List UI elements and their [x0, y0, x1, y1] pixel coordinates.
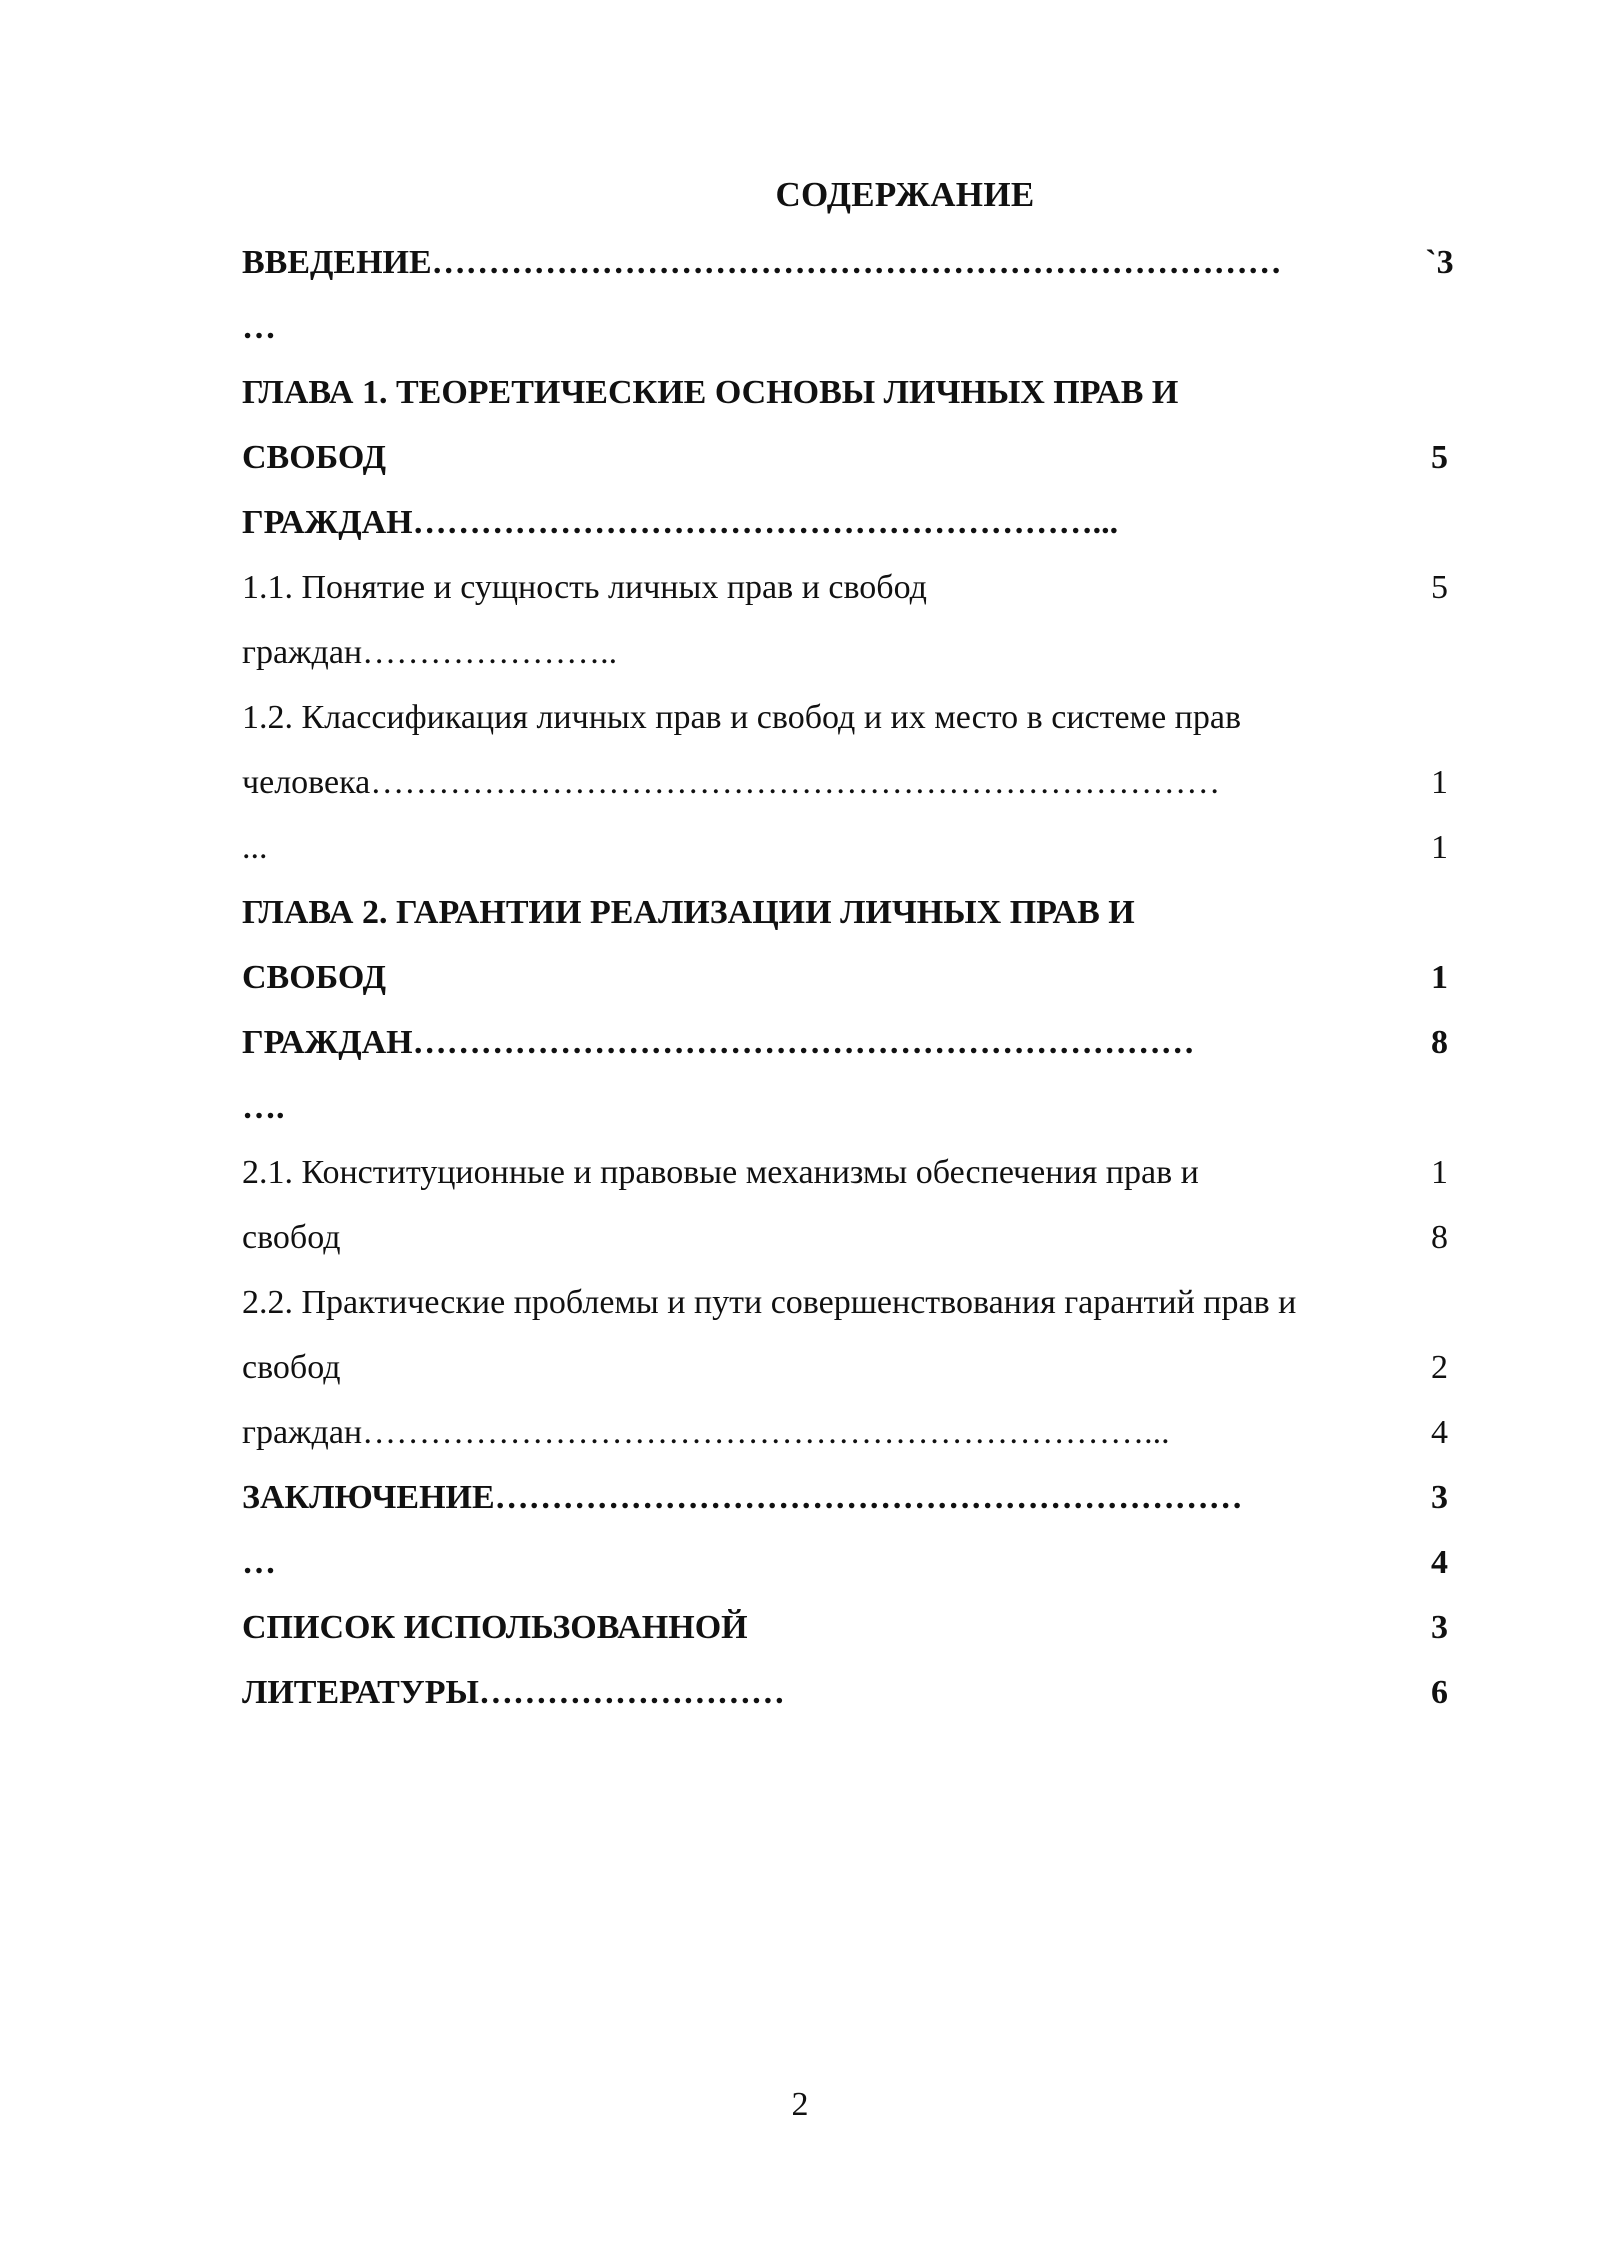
- toc-entry-section-2-1: [242, 1140, 1472, 1270]
- table-of-contents: [242, 230, 1472, 1725]
- toc-entry-text: ГЛАВА 2. ГАРАНТИИ РЕАЛИЗАЦИИ ЛИЧНЫХ ПРАВ И СВОБОД ГРАЖДАН…………………………………………………………… ….: [242, 894, 1195, 1126]
- toc-entry-page: 3 4: [1431, 1479, 1448, 1581]
- toc-entry-text: ГЛАВА 1. ТЕОРЕТИЧЕСКИЕ ОСНОВЫ ЛИЧНЫХ ПРАВ И СВОБОД ГРАЖДАН……………………………………………………...: [242, 374, 1179, 541]
- toc-entry-page: 1 8: [1431, 959, 1448, 1061]
- toc-entry-section-1-1: [242, 555, 1472, 685]
- toc-entry-text: 1.2. Классификация личных прав и свобод и их место в системе прав человека………………………………………………………………… ...: [242, 699, 1241, 866]
- toc-entry-page: 1 1: [1431, 764, 1448, 866]
- toc-entry-references: [242, 1595, 1472, 1725]
- page-number: 2: [791, 2086, 809, 2123]
- toc-entry-page: `3: [1425, 244, 1454, 281]
- toc-entry-conclusion: [242, 1465, 1472, 1595]
- toc-entry-text: 1.1. Понятие и сущность личных прав и свобод граждан…………………..: [242, 569, 927, 671]
- toc-entry-text: ЗАКЛЮЧЕНИЕ………………………………………………………… …: [242, 1479, 1243, 1581]
- toc-entry-section-1-2: [242, 685, 1472, 880]
- toc-entry-page: 5: [1431, 439, 1448, 476]
- toc-entry-text: СПИСОК ИСПОЛЬЗОВАННОЙ ЛИТЕРАТУРЫ………………………: [242, 1609, 785, 1711]
- toc-entry-text: 2.2. Практические проблемы и пути совершенствования гарантий прав и свобод граждан……………………………………………………………...: [242, 1284, 1297, 1451]
- toc-entry-page: 3 6: [1431, 1609, 1448, 1711]
- toc-entry-introduction: [242, 230, 1472, 360]
- toc-entry-chapter-1: [242, 360, 1472, 555]
- toc-entry-page: 1 8: [1431, 1154, 1448, 1256]
- page-title: СОДЕРЖАНИЕ: [775, 175, 1035, 214]
- toc-entry-text: ВВЕДЕНИЕ………………………………………………………………… …: [242, 244, 1282, 346]
- toc-entry-page: 2 4: [1431, 1349, 1448, 1451]
- toc-entry-text: 2.1. Конституционные и правовые механизмы обеспечения прав и свобод: [242, 1154, 1199, 1256]
- toc-entry-section-2-2: [242, 1270, 1472, 1465]
- toc-entry-chapter-2: [242, 880, 1472, 1140]
- toc-entry-page: 5: [1431, 569, 1448, 606]
